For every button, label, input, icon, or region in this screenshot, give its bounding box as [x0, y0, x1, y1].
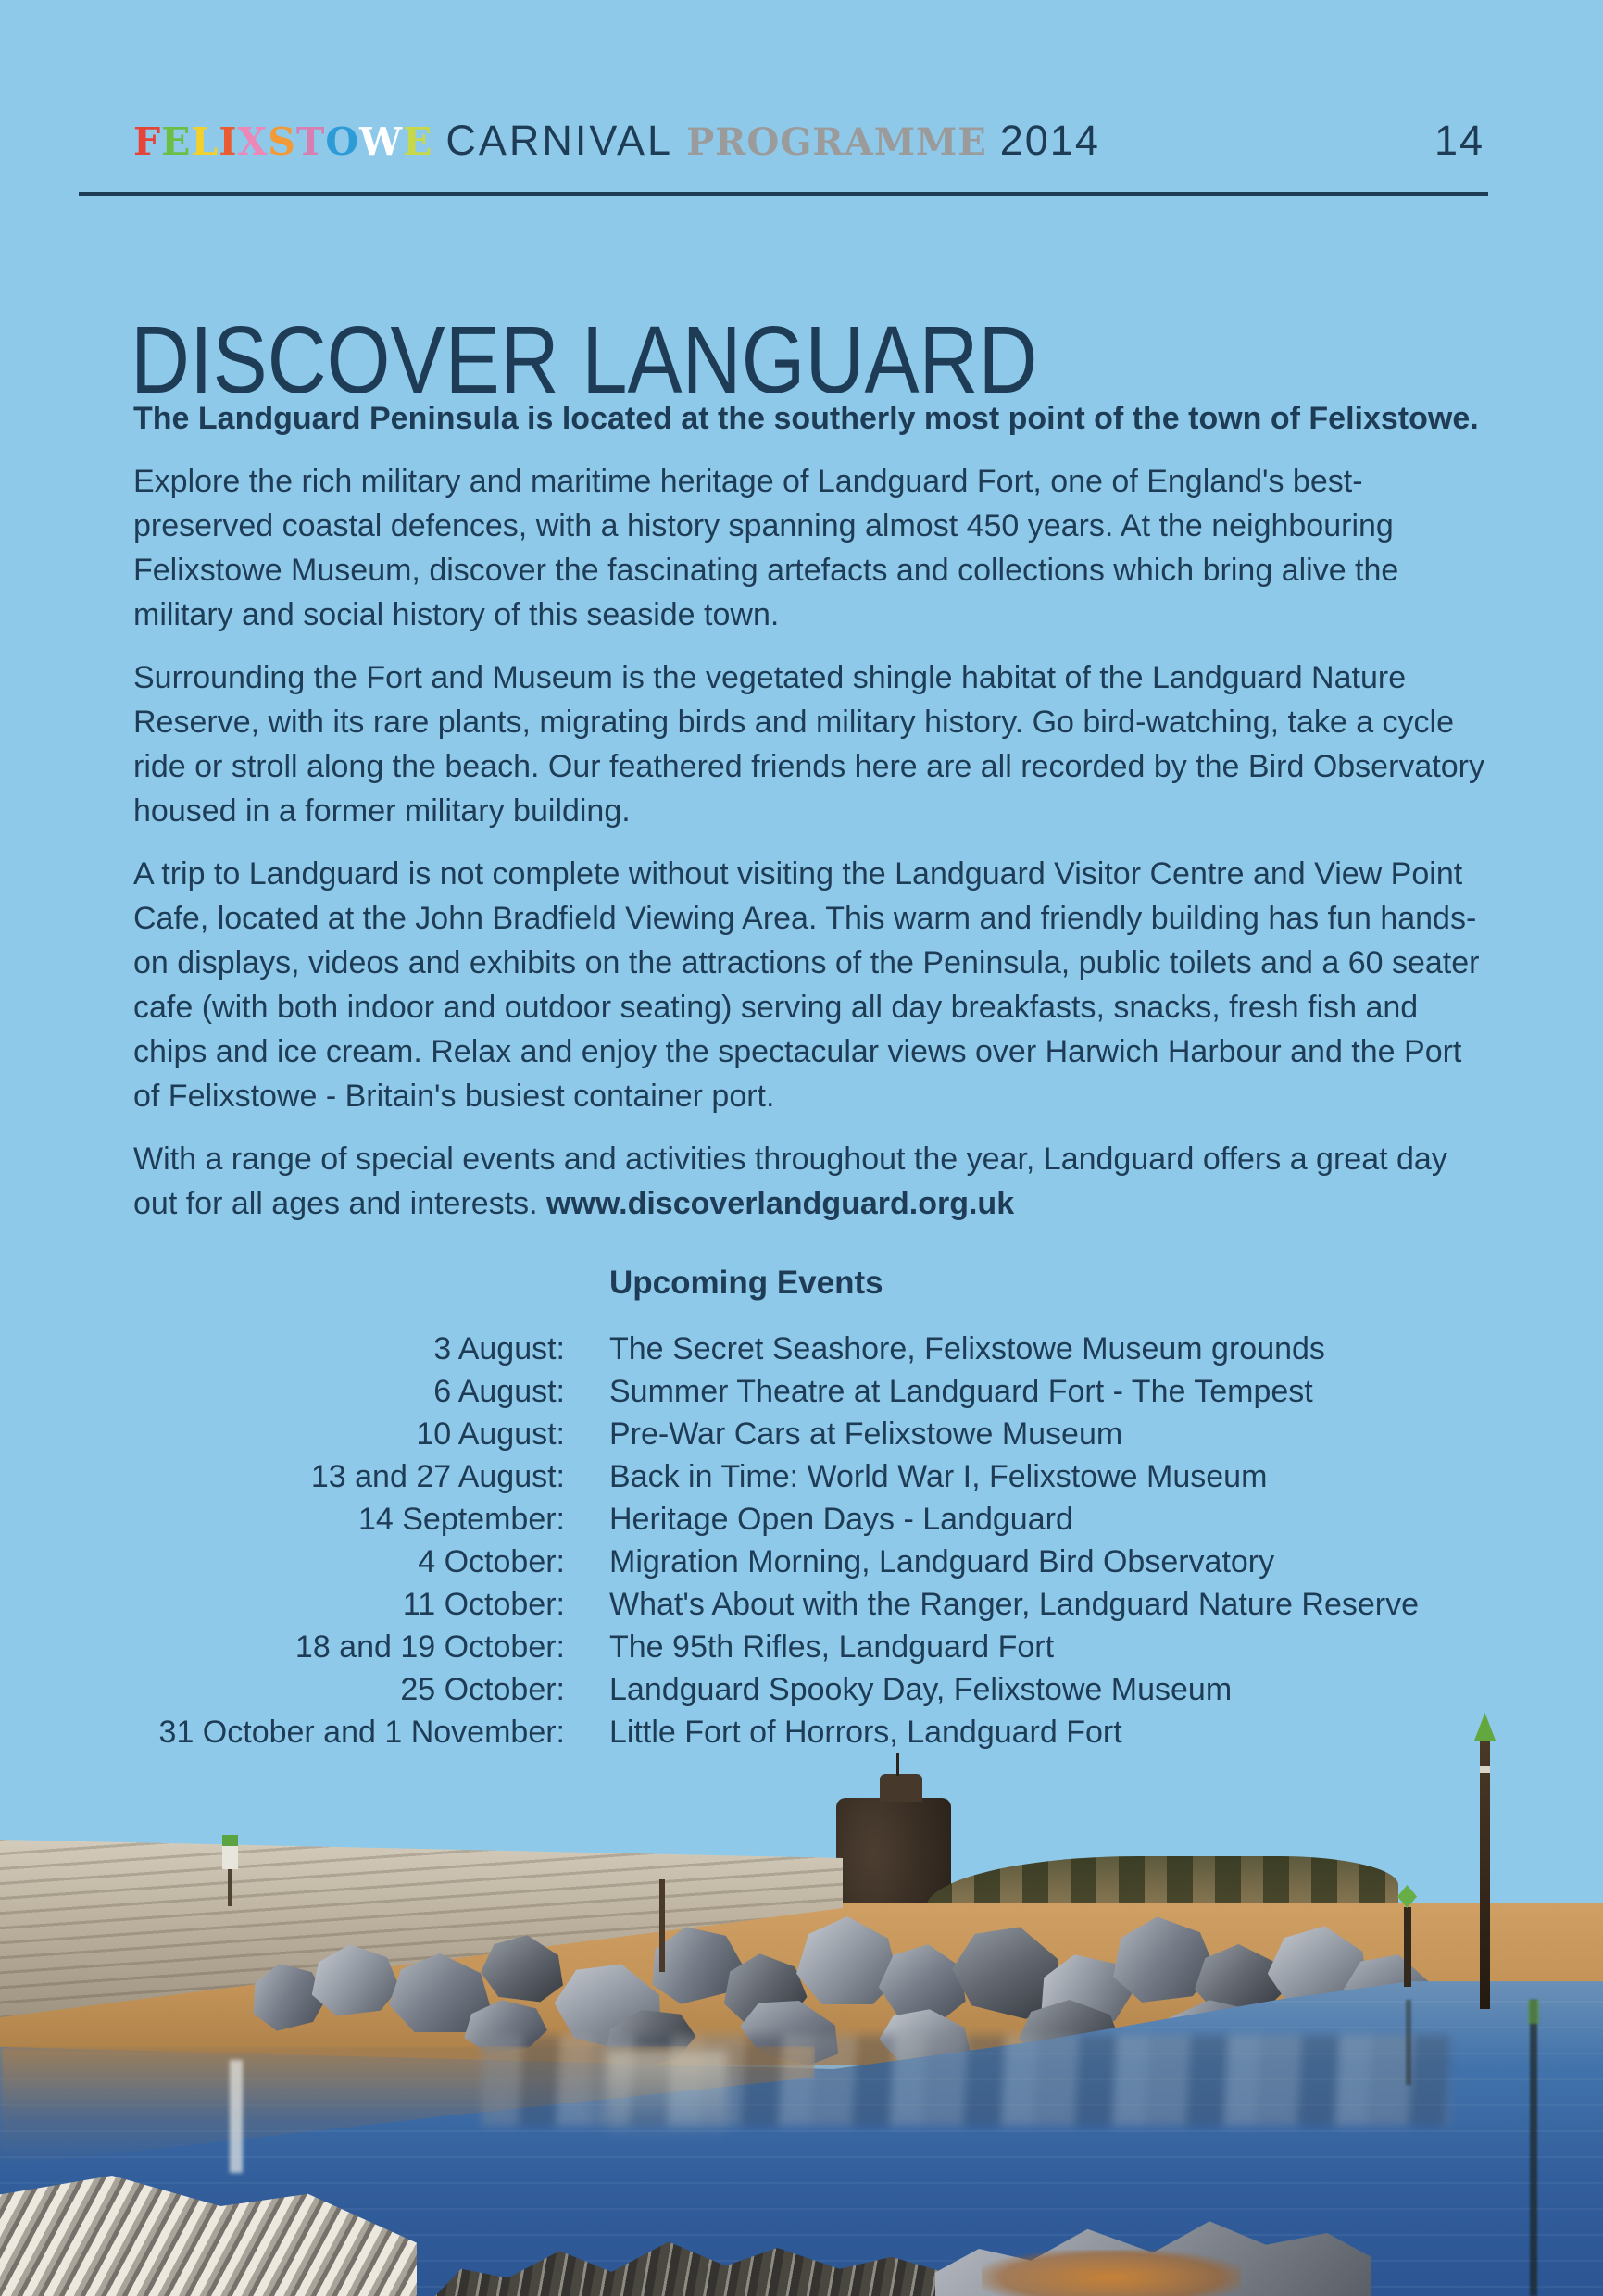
- tower-turret: [880, 1774, 922, 1802]
- navigation-post: [1480, 1739, 1490, 2009]
- brand-letter: I: [219, 119, 238, 164]
- wall-marker: [222, 1846, 238, 1869]
- brand-letter: E: [403, 119, 433, 164]
- page-header: [133, 117, 1100, 165]
- event-date: 6 August:: [433, 1374, 565, 1409]
- brand-letter: E: [161, 119, 192, 164]
- paragraph: Explore the rich military and maritime heritage of Landguard Fort, one of England's best-preserved coastal defences, with a history spanning almost 450 years. At the neighbouring Felixstowe Museum, discover the fascinating artefacts and collections which bring alive the military and social history of this seaside town.: [133, 464, 1399, 632]
- event-description: Summer Theatre at Landguard Fort - The Tempest: [609, 1374, 1313, 1409]
- header-programme: PROGRAMME: [686, 120, 987, 164]
- article-body: [133, 396, 1485, 1753]
- website-url: www.discoverlandguard.org.uk: [546, 1186, 1015, 1221]
- navigation-post-band: [1480, 1766, 1490, 1773]
- brand-letter: X: [237, 119, 269, 164]
- brand-letter: S: [268, 119, 296, 164]
- event-date: 25 October:: [400, 1672, 565, 1707]
- event-description: Pre-War Cars at Felixstowe Museum: [609, 1416, 1123, 1452]
- navigation-post: [1404, 1907, 1411, 1987]
- event-date: 14 September:: [357, 1502, 565, 1537]
- post-reflection: [1528, 2000, 1539, 2024]
- page-title: DISCOVER LANGUARD: [131, 306, 1038, 413]
- tower-mast: [896, 1753, 899, 1776]
- event-description: The 95th Rifles, Landguard Fort: [609, 1629, 1055, 1665]
- event-date: 31 October and 1 November:: [158, 1715, 565, 1750]
- brand-letter: O: [325, 119, 360, 164]
- wall-marker-post: [228, 1869, 232, 1906]
- landguard-photo: [0, 1694, 1603, 2296]
- page-number: 14: [1434, 117, 1484, 164]
- brand-letter: T: [295, 119, 326, 164]
- event-description: What's About with the Ranger, Landguard Nature Reserve: [609, 1587, 1420, 1622]
- post-reflection: [1530, 2000, 1537, 2296]
- header-year: 2014: [999, 117, 1100, 164]
- wall-marker-cap: [222, 1835, 238, 1846]
- closing-text: With a range of special events and activities throughout the year, Landguard offers a great day out for all ages and interests.: [133, 1142, 1447, 1221]
- beach-post: [659, 1879, 665, 1972]
- event-date: 11 October:: [402, 1587, 565, 1622]
- post-reflection: [1406, 2000, 1411, 2085]
- brand-letter: W: [359, 119, 404, 164]
- brand-letter: L: [191, 119, 219, 164]
- tower-reflection: [607, 2051, 727, 2160]
- event-date: 18 and 19 October:: [294, 1629, 565, 1665]
- closing-paragraph: [133, 1137, 1485, 1226]
- events-list: [133, 1328, 1485, 1753]
- event-date: 3 August:: [433, 1331, 565, 1366]
- header-carnival: CARNIVAL: [445, 117, 674, 164]
- seaweed-patch: [982, 2250, 1241, 2296]
- event-description: Heritage Open Days - Landguard: [609, 1502, 1073, 1537]
- event-description: Little Fort of Horrors, Landguard Fort: [609, 1715, 1122, 1750]
- header-rule: [79, 192, 1488, 196]
- brand-felixstowe: [133, 119, 432, 164]
- event-description: The Secret Seashore, Felixstowe Museum grounds: [609, 1331, 1325, 1366]
- event-date: 10 August:: [416, 1416, 565, 1452]
- lead-paragraph: The Landguard Peninsula is located at the southerly most point of the town of Felixstowe.: [133, 401, 1479, 436]
- events-heading: Upcoming Events: [609, 1265, 883, 1301]
- post-reflection: [230, 2060, 243, 2173]
- event-description: Migration Morning, Landguard Bird Observatory: [609, 1544, 1275, 1579]
- event-description: Landguard Spooky Day, Felixstowe Museum: [609, 1672, 1233, 1707]
- event-date: 4 October:: [418, 1544, 565, 1579]
- paragraph: Surrounding the Fort and Museum is the vegetated shingle habitat of the Landguard Nature Reserve, with its rare plants, migrating birds and military history. Go bird-watching, take a cycle ride or stroll along the beach. Our feathered friends here are all recorded by the Bird Observatory housed in a former military building.: [133, 660, 1484, 829]
- paragraph: A trip to Landguard is not complete without visiting the Landguard Visitor Centre and View Point Cafe, located at the John Bradfield Viewing Area. This warm and friendly building has fun hands-on displays, videos and exhibits on the attractions of the Peninsula, public toilets and a 60 seater cafe (with both indoor and outdoor seating) serving all day breakfasts, snacks, fresh fish and chips and ice cream. Relax and enjoy the spectacular views over Harwich Harbour and the Port of Felixstowe - Britain's busiest container port.: [133, 856, 1480, 1114]
- event-date: 13 and 27 August:: [310, 1459, 565, 1494]
- navigation-post-top: [1474, 1713, 1496, 1741]
- brand-letter: F: [133, 119, 162, 164]
- event-description: Back in Time: World War I, Felixstowe Museum: [609, 1459, 1268, 1494]
